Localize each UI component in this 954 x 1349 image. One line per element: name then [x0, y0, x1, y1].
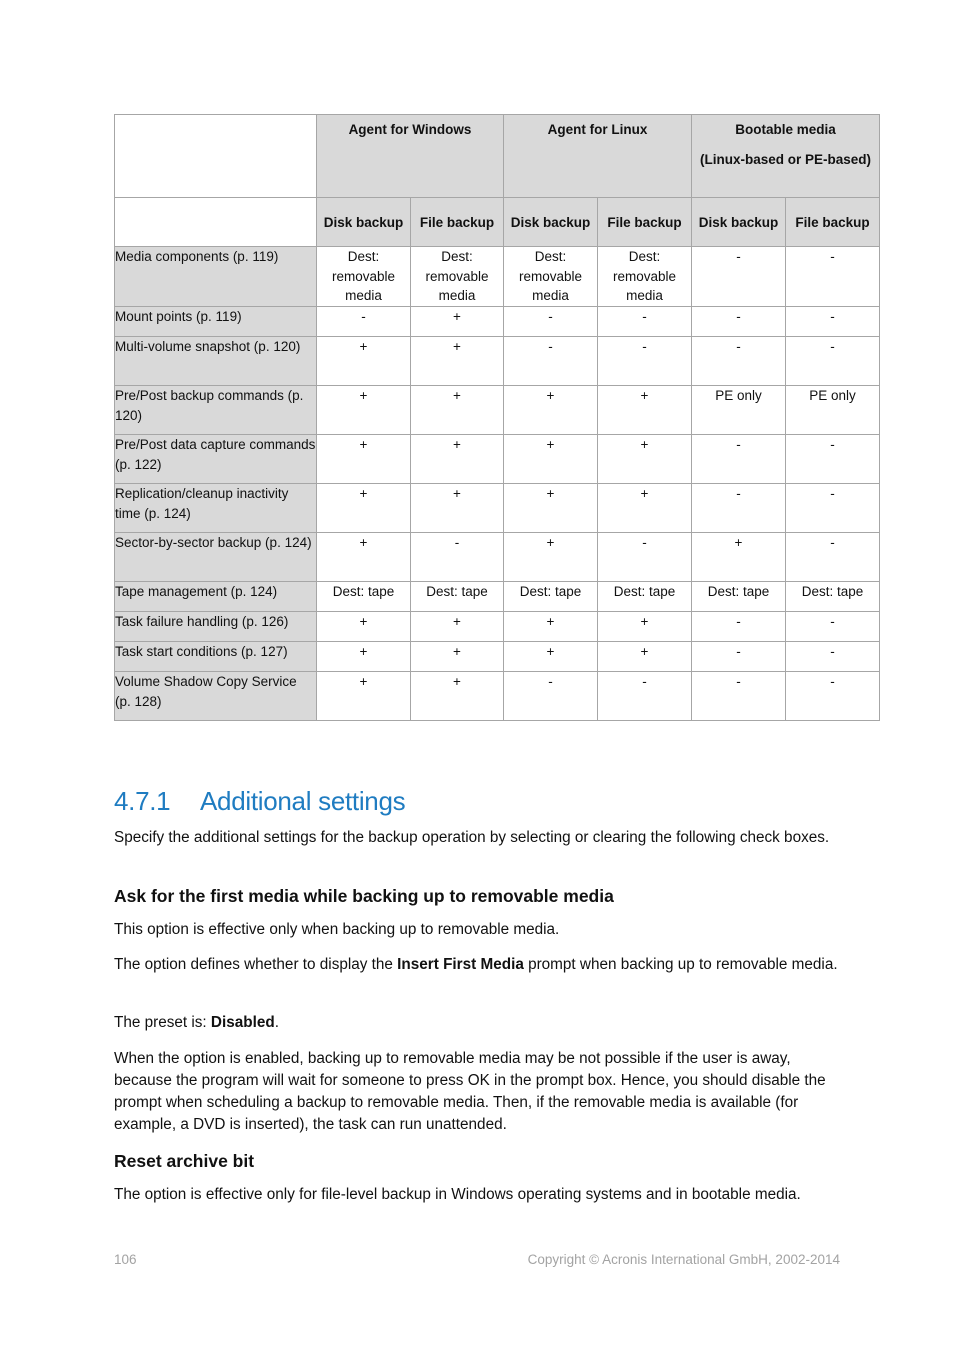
- feature-cell: Multi-volume snapshot (p. 120): [115, 336, 317, 385]
- table-corner-cell: [115, 115, 317, 198]
- column-header: Disk backup: [317, 198, 411, 247]
- value-cell: -: [598, 532, 692, 581]
- feature-cell: Pre/Post backup commands (p. 120): [115, 385, 317, 434]
- value-cell: -: [598, 336, 692, 385]
- first-media-paragraph-4: When the option is enabled, backing up to removable media may be not possible if the user is away, because the program will wait for someone to press OK in the prompt box. Hence, you should disable the prompt when scheduling a backup to removable media. Then, if the removable media is available (for example, a DVD is inserted), the task can run unattended.: [114, 1050, 826, 1133]
- section-title: Additional settings: [200, 786, 406, 816]
- value-cell: +: [504, 483, 598, 532]
- value-cell: -: [317, 306, 411, 336]
- column-header: File backup: [786, 198, 880, 247]
- insert-first-media-term: Insert First Media: [397, 956, 524, 973]
- value-cell: -: [786, 641, 880, 671]
- table-row: [115, 581, 880, 611]
- column-header: File backup: [598, 198, 692, 247]
- table-row: [115, 247, 880, 307]
- value-cell: -: [504, 671, 598, 720]
- value-cell: +: [317, 434, 411, 483]
- value-cell: +: [504, 611, 598, 641]
- value-cell: -: [692, 247, 786, 307]
- value-cell: +: [598, 385, 692, 434]
- value-cell: -: [786, 671, 880, 720]
- value-cell: +: [504, 434, 598, 483]
- value-cell: Dest: removable media: [598, 247, 692, 307]
- text-run: The preset is:: [114, 1014, 211, 1031]
- value-cell: -: [786, 611, 880, 641]
- value-cell: Dest: removable media: [317, 247, 411, 307]
- group-header-agent-windows: Agent for Windows: [317, 115, 504, 198]
- feature-cell: Sector-by-sector backup (p. 124): [115, 532, 317, 581]
- group-header-agent-linux: Agent for Linux: [504, 115, 692, 198]
- feature-cell: Tape management (p. 124): [115, 581, 317, 611]
- value-cell: Dest: tape: [692, 581, 786, 611]
- table-row: [115, 385, 880, 434]
- table-corner-cell: [115, 198, 317, 247]
- value-cell: -: [692, 611, 786, 641]
- text-run: .: [274, 1014, 279, 1031]
- value-cell: Dest: removable media: [504, 247, 598, 307]
- value-cell: +: [411, 611, 504, 641]
- value-cell: Dest: tape: [598, 581, 692, 611]
- table-row: [115, 483, 880, 532]
- value-cell: +: [504, 385, 598, 434]
- value-cell: -: [786, 434, 880, 483]
- value-cell: +: [317, 611, 411, 641]
- first-media-heading: Ask for the first media while backing up to removable media: [114, 886, 614, 906]
- first-media-preset: [114, 1012, 849, 1034]
- group-header-bootable-media: [692, 115, 880, 198]
- value-cell: -: [504, 336, 598, 385]
- group-header-bootable-subtitle: (Linux-based or PE-based): [699, 152, 872, 167]
- feature-cell: Replication/cleanup inactivity time (p. 124): [115, 483, 317, 532]
- value-cell: +: [411, 306, 504, 336]
- preset-value: Disabled: [210, 1014, 275, 1031]
- feature-cell: Volume Shadow Copy Service (p. 128): [115, 671, 317, 720]
- section-intro: Specify the additional settings for the backup operation by selecting or clearing the following check boxes.: [114, 829, 830, 846]
- value-cell: +: [598, 434, 692, 483]
- feature-cell: Pre/Post data capture commands (p. 122): [115, 434, 317, 483]
- table-row: [115, 434, 880, 483]
- first-media-paragraph-2: [114, 954, 849, 976]
- value-cell: PE only: [692, 385, 786, 434]
- feature-cell: Mount points (p. 119): [115, 306, 317, 336]
- copyright-notice: Copyright © Acronis International GmbH, 2002-2014: [527, 1252, 840, 1267]
- value-cell: Dest: tape: [317, 581, 411, 611]
- value-cell: -: [692, 671, 786, 720]
- value-cell: Dest: tape: [786, 581, 880, 611]
- table-row: [115, 611, 880, 641]
- section-heading: [114, 786, 405, 817]
- value-cell: +: [317, 671, 411, 720]
- value-cell: -: [692, 434, 786, 483]
- value-cell: Dest: removable media: [411, 247, 504, 307]
- value-cell: +: [504, 641, 598, 671]
- value-cell: +: [411, 671, 504, 720]
- value-cell: +: [598, 641, 692, 671]
- table-row: [115, 306, 880, 336]
- value-cell: -: [786, 306, 880, 336]
- table-row: [115, 336, 880, 385]
- value-cell: -: [692, 641, 786, 671]
- table-row: [115, 532, 880, 581]
- value-cell: -: [504, 306, 598, 336]
- value-cell: -: [692, 483, 786, 532]
- archive-bit-heading: Reset archive bit: [114, 1151, 255, 1171]
- feature-cell: Task failure handling (p. 126): [115, 611, 317, 641]
- value-cell: +: [411, 641, 504, 671]
- value-cell: +: [411, 483, 504, 532]
- table-row: [115, 671, 880, 720]
- first-media-paragraph-1: This option is effective only when backing up to removable media.: [114, 921, 560, 938]
- value-cell: -: [786, 483, 880, 532]
- table-row: [115, 641, 880, 671]
- value-cell: -: [692, 336, 786, 385]
- value-cell: Dest: tape: [411, 581, 504, 611]
- value-cell: +: [598, 611, 692, 641]
- text-run: prompt when backing up to removable media.: [523, 956, 838, 973]
- value-cell: -: [786, 247, 880, 307]
- value-cell: Dest: tape: [504, 581, 598, 611]
- table-column-header-row: [115, 198, 880, 247]
- value-cell: +: [317, 336, 411, 385]
- value-cell: +: [504, 532, 598, 581]
- value-cell: -: [411, 532, 504, 581]
- value-cell: +: [411, 434, 504, 483]
- feature-cell: Media components (p. 119): [115, 247, 317, 307]
- value-cell: -: [598, 306, 692, 336]
- column-header: File backup: [411, 198, 504, 247]
- value-cell: PE only: [786, 385, 880, 434]
- page-number: 106: [114, 1252, 137, 1267]
- group-header-bootable-title: Bootable media: [735, 122, 836, 137]
- feature-cell: Task start conditions (p. 127): [115, 641, 317, 671]
- value-cell: +: [317, 385, 411, 434]
- table-group-header-row: [115, 115, 880, 198]
- value-cell: +: [317, 641, 411, 671]
- value-cell: -: [692, 306, 786, 336]
- archive-bit-paragraph: The option is effective only for file-level backup in Windows operating systems and in bootable media.: [114, 1186, 801, 1203]
- column-header: Disk backup: [692, 198, 786, 247]
- value-cell: +: [411, 385, 504, 434]
- value-cell: +: [317, 483, 411, 532]
- value-cell: +: [411, 336, 504, 385]
- value-cell: +: [598, 483, 692, 532]
- value-cell: +: [692, 532, 786, 581]
- value-cell: +: [317, 532, 411, 581]
- text-run: The option defines whether to display the: [114, 956, 398, 973]
- value-cell: -: [786, 532, 880, 581]
- value-cell: -: [786, 336, 880, 385]
- column-header: Disk backup: [504, 198, 598, 247]
- value-cell: -: [598, 671, 692, 720]
- feature-support-table: [114, 114, 880, 721]
- section-number: 4.7.1: [114, 786, 171, 816]
